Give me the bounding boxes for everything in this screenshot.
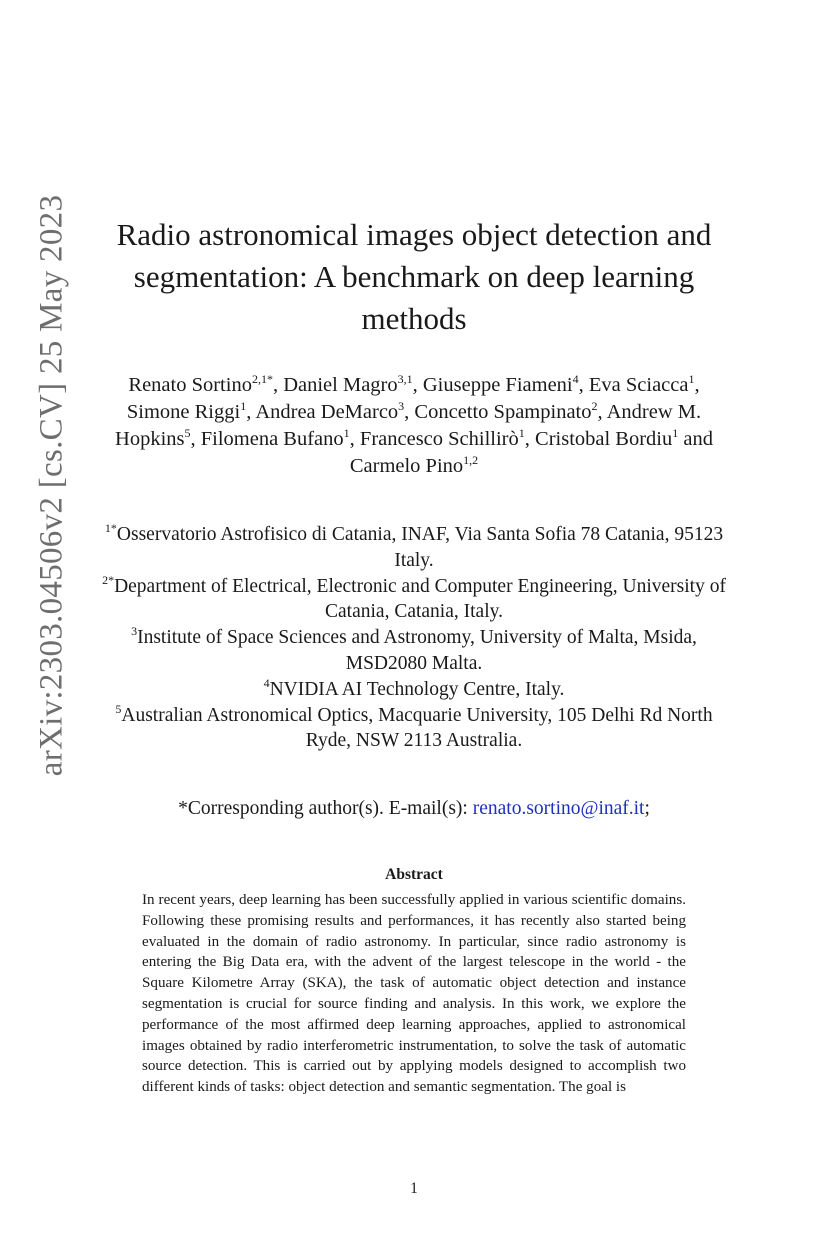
author-name: Filomena Bufano [200,428,344,450]
affiliation-text: NVIDIA AI Technology Centre, Italy. [269,678,565,700]
affiliation-text: Department of Electrical, Electronic and Computer Engineering, University of Catania, Catania, Italy. [114,575,726,623]
affiliation-item [100,677,728,703]
author-affiliation-mark: 1 [672,426,679,440]
affiliation-item [100,574,728,626]
corresponding-prefix: *Corresponding author(s). E-mail(s): [178,798,473,819]
paper-title: Radio astronomical images object detection and segmentation: A benchmark on deep learning methods [116,217,712,336]
author-affiliation-mark: 1,2 [463,453,479,467]
author-name: Francesco Schillirò [359,428,519,450]
arxiv-stamp-text: arXiv:2303.04506v2 [cs.CV] 25 May 2023 [33,194,70,776]
author [350,455,478,477]
affiliation-item [100,522,728,574]
author-affiliation-mark: 1 [343,426,350,440]
author [255,401,404,423]
author-name: Andrea DeMarco [255,401,399,423]
author-name: Renato Sortino [128,374,252,396]
author-affiliation-mark: 1 [240,399,247,413]
affiliation-text: Institute of Space Sciences and Astronomy, University of Malta, Msida, MSD2080 Malta. [137,627,697,674]
author-name: Concetto Spampinato [414,401,592,423]
affiliation-mark: 4 [263,675,270,690]
affiliation-list [100,522,728,754]
author-name: Carmelo Pino [349,455,464,477]
author-affiliation-mark: 4 [572,372,579,386]
author [423,374,579,396]
abstract-text: In recent years, deep learning has been successfully applied in various scientific domains. Following these promising results and performances, it has recently also started being evaluated in the domain of radio astronomy. In particular, since radio astronomy is entering the Big Data era, with the advent of the largest telescope in the world - the Square Kilometre Array (SKA), the task of automatic object detection and instance segmentation is crucial for source finding and analysis. In this work, we explore the performance of the most affirmed deep learning approaches, applied to astronomical images obtained by radio interferometric instrumentation, to solve the task of automatic source detection. This is carried out by applying models designed to accomplish two different kinds of tasks: object detection and semantic segmentation. The goal is [142,892,686,1096]
arxiv-identifier-stamp [30,150,74,820]
affiliation-text: Australian Astronomical Optics, Macquarie University, 105 Delhi Rd North Ryde, NSW 2113 Australia. [121,704,713,752]
abstract-heading: Abstract [385,866,443,883]
author-affiliation-mark: 1 [688,372,695,386]
author-name: Andrew M. Hopkins [115,401,702,450]
author [128,374,273,396]
author [360,428,525,450]
affiliation-item [100,625,728,677]
author [535,428,678,450]
affiliation-mark: 2* [102,572,115,587]
author-affiliation-mark: 2 [591,399,598,413]
author-affiliation-mark: 5 [184,426,191,440]
affiliation-mark: 1* [104,521,117,535]
affiliation-text: Osservatorio Astrofisico di Catania, INAF, Via Santa Sofia 78 Catania, 95123 Italy. [116,524,724,571]
corresponding-suffix: ; [644,798,650,819]
author [127,401,246,423]
author-list: Renato Sortino$^{2,1*}$, Daniel Magro$^{3,1}$, Giuseppe Fiameni$^4$, Eva Sciacca$^1$, Simone Riggi$^1$, Andrea DeMarco$^3$, Concetto Spampinato$^2$, Andrew M. Hopkins$^5$, Filomena Bufano$^1$, Francesco Schillirò$^1$, Cristobal Bordiu$^1$ and Carmelo Pino$^{1,2}$ [115,372,713,477]
affiliation-mark: 3 [131,624,138,639]
affiliation-mark: 5 [115,701,122,716]
author [201,428,350,450]
author-name: Giuseppe Fiameni [422,374,573,396]
author [589,374,695,396]
author-affiliation-mark: 1 [518,426,525,440]
page-number: 1 [410,1180,418,1197]
affiliation-item [100,703,728,755]
author [283,374,412,396]
author-name: Simone Riggi [126,401,241,423]
corresponding-author-line [100,798,728,820]
author-name: Cristobal Bordiu [535,428,673,450]
author-affiliation-mark: 3,1 [397,372,413,386]
author-affiliation-mark: 2,1* [251,372,273,386]
author-affiliation-mark: 3 [398,399,405,413]
email-link[interactable]: renato.sortino@inaf.it [472,798,645,819]
author [414,401,597,423]
author-name: Daniel Magro [283,374,398,396]
author-name: Eva Sciacca [588,374,689,396]
